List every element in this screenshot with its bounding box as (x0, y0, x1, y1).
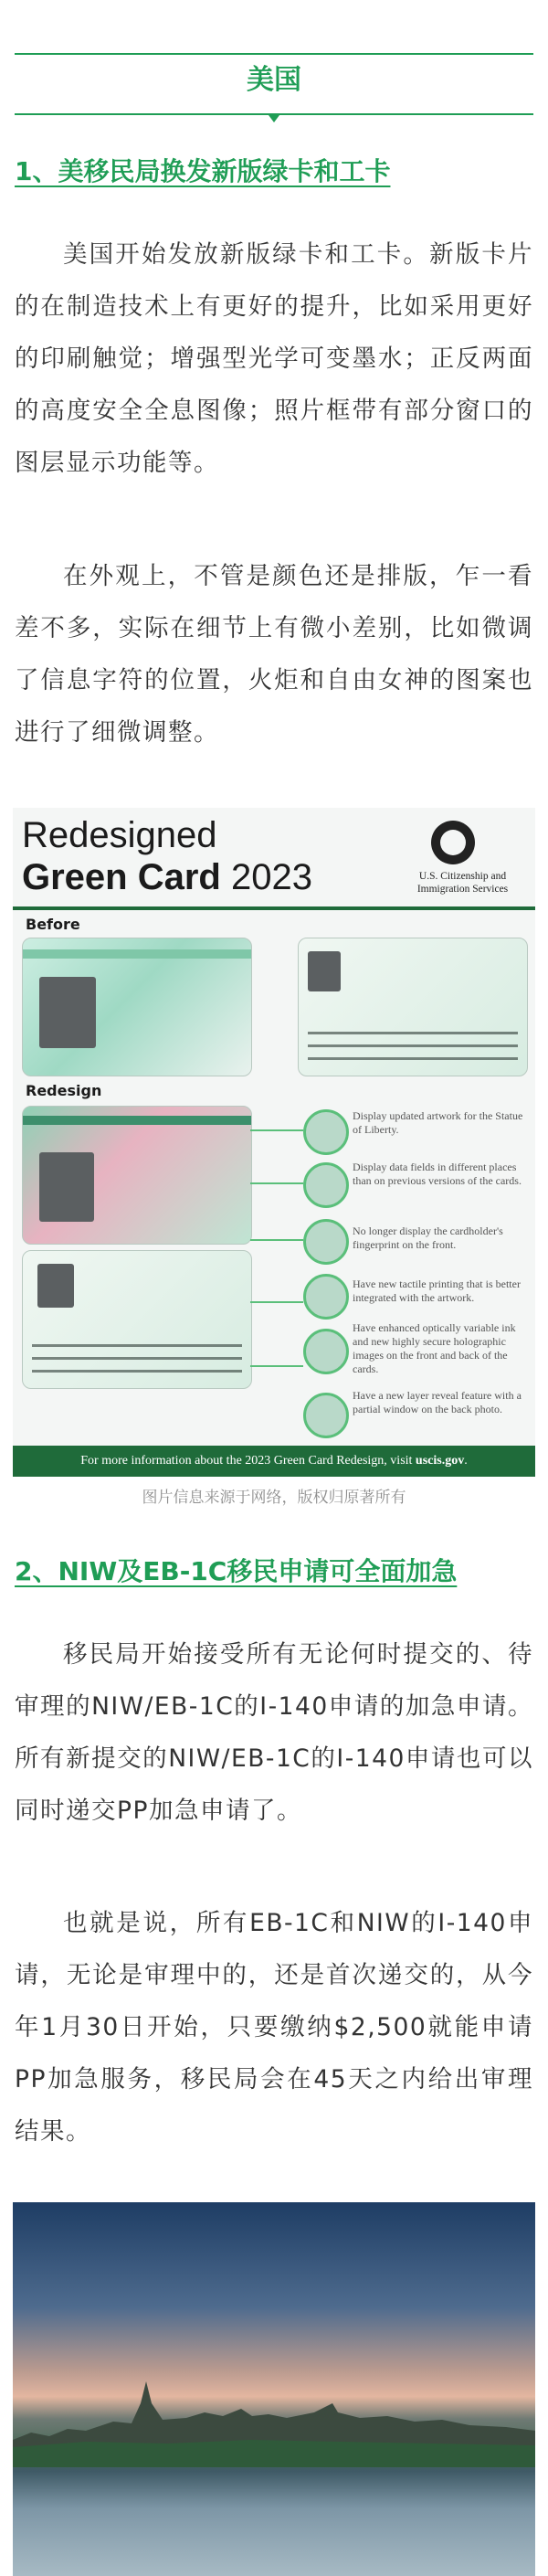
note-hologram: Have enhanced optically variable ink and new highly secure holographic images on the front and back of the cards. (353, 1321, 516, 1375)
infographic-title-bold: Green Card (22, 857, 221, 897)
agency-name (396, 870, 529, 896)
header-arrow-icon (269, 115, 279, 122)
note-data-fields: Display data fields in different places than on previous versions of the cards. (353, 1161, 522, 1187)
section-header-title: 美国 (247, 64, 301, 96)
footer-text: For more information about the 2023 Green Card Redesign, visit (80, 1454, 416, 1468)
green-card-infographic (13, 808, 535, 1477)
callout-connector (250, 1129, 303, 1131)
section2-paragraph-2: 也就是说，所有EB-1C和NIW的I-140申请，无论是审理中的，还是首次递交的，从今年1月30日开始，只要缴纳$2,500就能申请PP加急服务，移民局会在45天之内给出审理结果。 (15, 1909, 533, 2146)
section1-paragraph-2: 在外观上，不管是颜色还是排版，乍一看差不多，实际在细节上有微小差别，比如微调了信息字符的位置，火炬和自由女神的图案也进行了细微调整。 (15, 562, 533, 747)
label-redesign: Redesign (26, 1082, 102, 1099)
agency-line-1: U.S. Citizenship and (418, 871, 507, 882)
callout-connector (250, 1365, 303, 1367)
callout-connector (250, 1182, 303, 1184)
image-caption: 图片信息来源于网络，版权归原著所有 (142, 1489, 406, 1507)
section2-title: 2、NIW及EB-1C移民申请可全面加急 (15, 1556, 458, 1586)
agency-line-2: Immigration Services (416, 884, 509, 895)
callout-connector (250, 1239, 303, 1241)
infographic-title-year: 2023 (220, 857, 312, 897)
note-tactile: Have new tactile printing that is better integrated with the artwork. (353, 1277, 521, 1304)
infographic-title-line2 (22, 857, 312, 898)
infographic-title-line1: Redesigned (22, 815, 217, 855)
infographic-footer (13, 1446, 535, 1477)
callout-data-fields-icon (303, 1162, 349, 1208)
new-card-back-image (22, 1250, 252, 1389)
section1-title: 1、美移民局换发新版绿卡和工卡 (15, 156, 391, 186)
section2-paragraph-1: 移民局开始接受所有无论何时提交的、待审理的NIW/EB-1C的I-140申请的加急申请。所有新提交的NIW/EB-1C的I-140申请也可以同时递交PP加急申请了。 (15, 1640, 533, 1825)
old-card-front-image (22, 938, 252, 1076)
section1-paragraph-1: 美国开始发放新版绿卡和工卡。新版卡片的在制造技术上有更好的提升，比如采用更好的印刷触觉；增强型光学可变墨水；正反两面的高度安全全息图像；照片框带有部分窗口的图层显示功能等。 (15, 240, 533, 477)
callout-hologram-icon (303, 1329, 349, 1374)
skyline-silhouette (13, 2376, 535, 2467)
callout-window-icon (303, 1393, 349, 1438)
callout-statue-icon (303, 1109, 349, 1155)
old-card-back-image (298, 938, 528, 1076)
dhs-seal-icon (431, 821, 475, 864)
note-statue: Display updated artwork for the Statue of Liberty. (353, 1109, 523, 1136)
label-before: Before (26, 916, 80, 933)
callout-fingerprint-icon (303, 1219, 349, 1265)
callout-connector (250, 1301, 303, 1303)
header-divider-top (15, 53, 533, 55)
note-window: Have a new layer reveal feature with a partial window on the back photo. (353, 1389, 522, 1415)
uscis-link[interactable]: uscis.gov (415, 1454, 465, 1468)
callout-tactile-icon (303, 1274, 349, 1320)
infographic-divider (13, 906, 535, 910)
note-fingerprint: No longer display the cardholder's fingerprint on the front. (353, 1224, 503, 1251)
parliament-hill-photo (13, 2202, 535, 2576)
footer-end: . (464, 1454, 468, 1468)
new-card-front-image (22, 1106, 252, 1245)
